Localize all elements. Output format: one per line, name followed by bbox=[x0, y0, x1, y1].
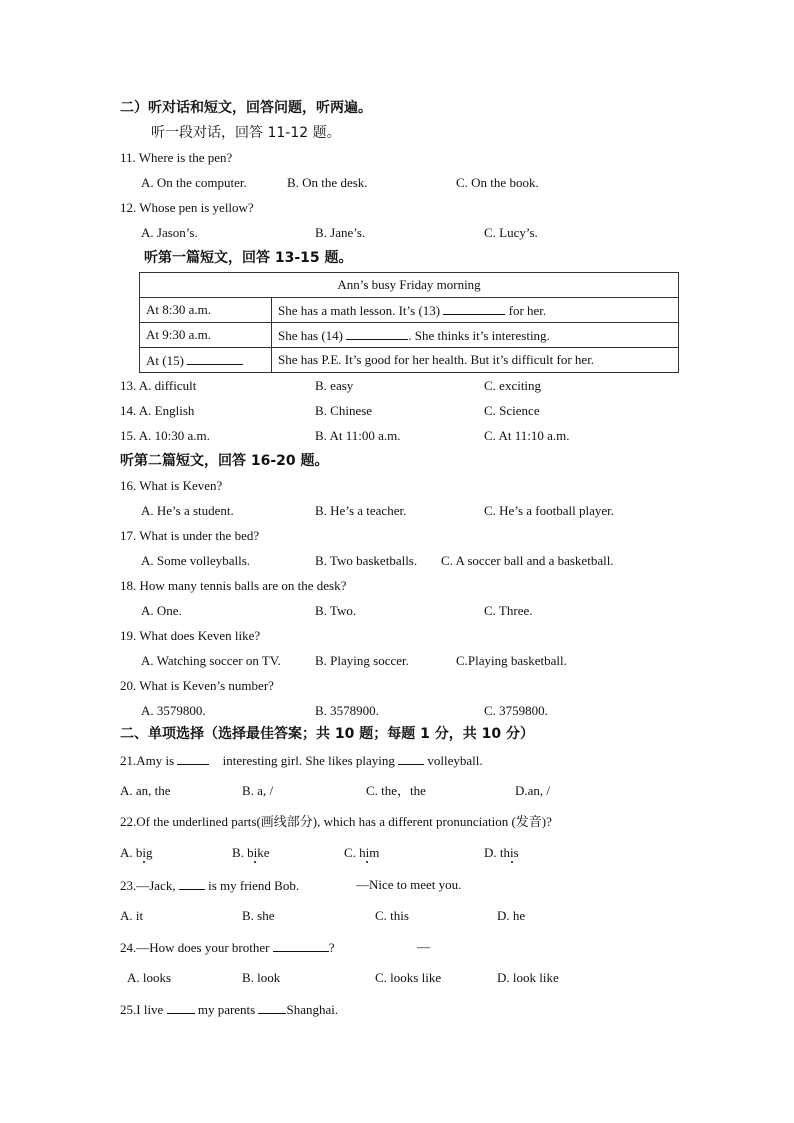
q11-option-a: A. On the computer. bbox=[141, 175, 247, 190]
q18-option-b: B. Two. bbox=[315, 603, 357, 618]
question-12-stem: 12. Whose pen is yellow? bbox=[120, 200, 254, 215]
choice-section-header: 二、单项选择（选择最佳答案；共 10 题；每题 1 分，共 10 分） bbox=[120, 726, 534, 742]
passage1-intro: 听第一篇短文，回答 13-15 题。 bbox=[144, 250, 353, 266]
q20-option-b: B. 3578900. bbox=[315, 703, 379, 718]
q21-option-c: C. the，the bbox=[366, 783, 426, 798]
q14-option-b: B. Chinese bbox=[315, 403, 373, 418]
table-header-row bbox=[140, 273, 679, 298]
q15-option-c: C. At 11:10 a.m. bbox=[484, 428, 570, 443]
q24-option-d: D. look like bbox=[497, 970, 559, 985]
option-text: C. h bbox=[344, 845, 366, 860]
blank bbox=[398, 752, 424, 765]
dialog-intro: 听一段对话，回答 11-12 题。 bbox=[151, 125, 341, 141]
blank bbox=[167, 1001, 195, 1014]
stem-text: 23.—Jack, bbox=[120, 878, 179, 893]
question-11-stem: 11. Where is the pen? bbox=[120, 150, 233, 165]
cell-text: for her. bbox=[505, 302, 547, 318]
stem-text: 25.I live bbox=[120, 1002, 167, 1017]
schedule-table bbox=[139, 272, 679, 373]
question-25-stem bbox=[120, 1001, 338, 1018]
table-title: Ann’s busy Friday morning bbox=[140, 273, 679, 298]
q16-option-b: B. He’s a teacher. bbox=[315, 503, 407, 518]
q19-option-a: A. Watching soccer on TV. bbox=[141, 653, 281, 668]
q21-option-a: A. an, the bbox=[120, 783, 171, 798]
table-cell-time bbox=[140, 348, 272, 373]
stem-text: 21.Amy is bbox=[120, 753, 178, 768]
passage2-intro: 听第二篇短文，回答 16-20 题。 bbox=[120, 453, 329, 469]
stem-text: Shanghai. bbox=[286, 1002, 339, 1017]
question-24-stem bbox=[120, 939, 335, 956]
option-text: D. th bbox=[484, 845, 510, 860]
table-cell-time: At 8:30 a.m. bbox=[140, 298, 272, 323]
q22-option-c bbox=[344, 845, 379, 861]
stem-text: is my friend Bob. bbox=[204, 878, 300, 893]
stem-text: volleyball. bbox=[424, 753, 483, 768]
option-text: g bbox=[146, 845, 153, 860]
q19-option-c: C.Playing basketball. bbox=[456, 653, 567, 668]
question-21-stem bbox=[120, 752, 483, 769]
option-text: ke bbox=[257, 845, 270, 860]
underlined-letter: i bbox=[510, 845, 514, 860]
option-text: s bbox=[513, 845, 519, 860]
q16-option-c: C. He’s a football player. bbox=[484, 503, 614, 518]
question-23-reply: —Nice to meet you. bbox=[356, 877, 462, 892]
blank bbox=[179, 877, 205, 890]
question-24-reply: — bbox=[417, 939, 430, 954]
q24-option-a: A. looks bbox=[127, 970, 172, 985]
table-cell-activity: She has P.E. It’s good for her health. But it’s difficult for her. bbox=[272, 348, 679, 373]
question-17-stem: 17. What is under the bed? bbox=[120, 528, 260, 543]
blank-14 bbox=[346, 327, 408, 340]
table-row bbox=[140, 348, 679, 373]
question-22-stem: 22.Of the underlined parts(画线部分), which has a different pronunciation (发音)? bbox=[120, 814, 552, 829]
q24-option-b: B. look bbox=[242, 970, 281, 985]
q12-option-c: C. Lucy’s. bbox=[484, 225, 538, 240]
underlined-letter: i bbox=[142, 845, 147, 860]
q13-option-a: 13. A. difficult bbox=[120, 378, 197, 393]
q15-option-a: 15. A. 10:30 a.m. bbox=[120, 428, 210, 443]
q22-option-d bbox=[484, 845, 519, 861]
blank bbox=[177, 752, 209, 765]
q11-option-c: C. On the book. bbox=[456, 175, 539, 190]
q18-option-c: C. Three. bbox=[484, 603, 533, 618]
underlined-letter: i bbox=[365, 845, 370, 860]
q23-option-a: A. it bbox=[120, 908, 144, 923]
blank bbox=[258, 1001, 286, 1014]
cell-text: . She thinks it’s interesting. bbox=[408, 327, 550, 343]
q24-option-c: C. looks like bbox=[375, 970, 442, 985]
option-text: A. b bbox=[120, 845, 143, 860]
table-row bbox=[140, 323, 679, 348]
q17-option-c: C. A soccer ball and a basketball. bbox=[441, 553, 614, 568]
q14-option-a: 14. A. English bbox=[120, 403, 195, 418]
blank bbox=[273, 939, 329, 952]
q23-option-d: D. he bbox=[497, 908, 526, 923]
q17-option-a: A. Some volleyballs. bbox=[141, 553, 251, 568]
q18-option-a: A. One. bbox=[141, 603, 182, 618]
q23-option-c: C. this bbox=[375, 908, 409, 923]
q22-option-a bbox=[120, 845, 153, 861]
q12-option-b: B. Jane’s. bbox=[315, 225, 366, 240]
listening-section-header: 二）听对话和短文，回答问题，听两遍。 bbox=[120, 100, 372, 116]
question-23-stem bbox=[120, 877, 299, 894]
q22-option-b bbox=[232, 845, 270, 861]
blank-15 bbox=[187, 352, 243, 365]
stem-text: interesting girl. She likes playing bbox=[219, 753, 399, 768]
q14-option-c: C. Science bbox=[484, 403, 540, 418]
stem-text: ? bbox=[328, 940, 335, 955]
table-cell-activity bbox=[272, 323, 679, 348]
table-cell-time: At 9:30 a.m. bbox=[140, 323, 272, 348]
option-text: m bbox=[369, 845, 380, 860]
q21-option-d: D.an, / bbox=[515, 783, 551, 798]
q15-option-b: B. At 11:00 a.m. bbox=[315, 428, 401, 443]
blank-13 bbox=[443, 302, 505, 315]
question-20-stem: 20. What is Keven’s number? bbox=[120, 678, 274, 693]
underlined-letter: i bbox=[253, 845, 258, 860]
q11-option-b: B. On the desk. bbox=[287, 175, 368, 190]
stem-text: 24.—How does your brother bbox=[120, 940, 273, 955]
cell-text: She has (14) bbox=[278, 327, 347, 343]
q13-option-b: B. easy bbox=[315, 378, 354, 393]
q21-option-b: B. a, / bbox=[242, 783, 274, 798]
q20-option-c: C. 3759800. bbox=[484, 703, 548, 718]
q19-option-b: B. Playing soccer. bbox=[315, 653, 409, 668]
q12-option-a: A. Jason’s. bbox=[141, 225, 198, 240]
table-row bbox=[140, 298, 679, 323]
cell-text: She has a math lesson. It’s (13) bbox=[278, 302, 444, 318]
cell-text: At (15) bbox=[146, 352, 188, 368]
option-text: B. b bbox=[232, 845, 254, 860]
q23-option-b: B. she bbox=[242, 908, 275, 923]
stem-text: my parents bbox=[194, 1002, 259, 1017]
question-19-stem: 19. What does Keven like? bbox=[120, 628, 261, 643]
q16-option-a: A. He’s a student. bbox=[141, 503, 234, 518]
question-18-stem: 18. How many tennis balls are on the desk? bbox=[120, 578, 347, 593]
table-cell-activity bbox=[272, 298, 679, 323]
q13-option-c: C. exciting bbox=[484, 378, 542, 393]
q17-option-b: B. Two basketballs. bbox=[315, 553, 418, 568]
q20-option-a: A. 3579800. bbox=[141, 703, 206, 718]
question-16-stem: 16. What is Keven? bbox=[120, 478, 223, 493]
